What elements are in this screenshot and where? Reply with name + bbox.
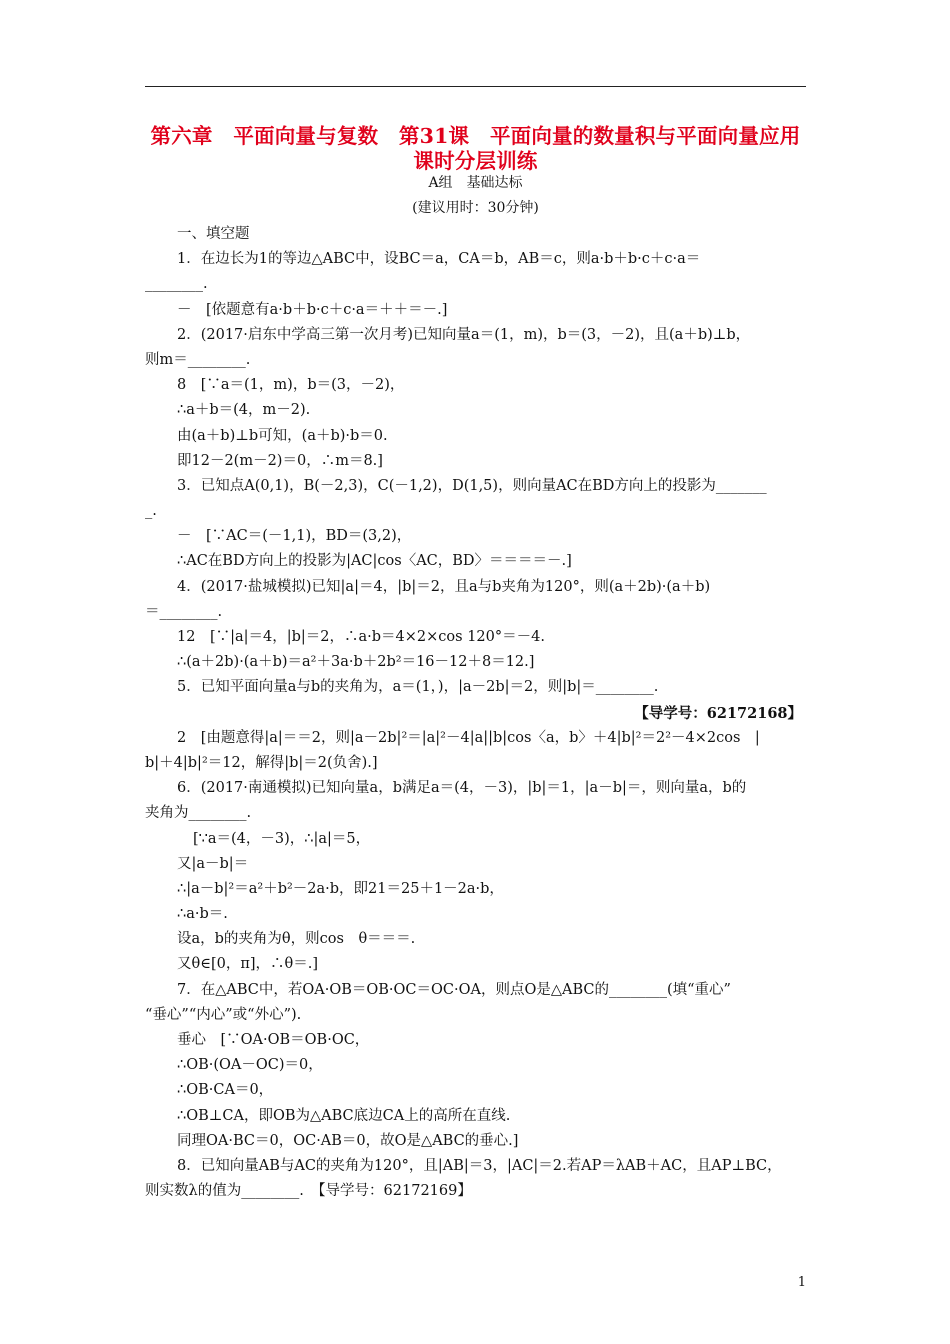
text-line: ∴OB⊥CA，即OB为△ABC底边CA上的高所在直线. xyxy=(177,1107,511,1124)
text-line: － [依题意有a·b＋b·c＋c·a＝＋＋＝－.] xyxy=(177,301,448,318)
text-line: 7．在△ABC中，若OA·OB＝OB·OC＝OC·OA，则点O是△ABC的________(填“重心” xyxy=(177,981,731,998)
text-line: ________. xyxy=(145,276,208,293)
text-line: 又θ∈[0，π]，∴θ＝.] xyxy=(177,956,319,973)
header-rule xyxy=(145,86,806,87)
text-line: 1．在边长为1的等边△ABC中，设BC＝a，CA＝b，AB＝c，则a·b＋b·c＋c·a＝ xyxy=(177,251,701,268)
text-line: ∴a·b＝. xyxy=(177,906,228,923)
text-line: “垂心”“内心”或“外心”). xyxy=(145,1006,302,1023)
suggested-time: (建议用时：30分钟) xyxy=(412,200,539,216)
text-line: 同理OA·BC＝0，OC·AB＝0，故O是△ABC的垂心.] xyxy=(177,1132,519,1149)
text-line: 2．(2017·启东中学高三第一次月考)已知向量a＝(1，m)，b＝(3，－2)，且(a＋b)⊥b， xyxy=(177,326,751,343)
text-line: 2 [由题意得|a|＝＝2，则|a－2b|²＝|a|²－4|a||b|cos〈a，b〉＋4|b|²＝2²－4×2cos | xyxy=(177,729,760,746)
text-line: ∴OB·CA＝0， xyxy=(177,1082,274,1099)
text-line: 【导学号：62172168】 xyxy=(634,704,802,722)
text-line: 12 [∵|a|＝4，|b|＝2，∴a·b＝4×2×cos 120°＝－4. xyxy=(177,629,545,645)
text-line: 则m＝________. xyxy=(145,351,251,368)
text-line: b|＋4|b|²＝12，解得|b|＝2(负舍).] xyxy=(145,754,378,771)
page-title: 第六章 平面向量与复数 第31课 平面向量的数量积与平面向量应用课时分层训练 xyxy=(150,124,801,173)
exercise-body xyxy=(145,222,806,1204)
group-label: A组 基础达标 xyxy=(428,175,523,191)
text-line: ∴(a＋2b)·(a＋b)＝a²＋3a·b＋2b²＝16－12＋8＝12.] xyxy=(177,654,535,671)
text-line: ∴a＋b＝(4，m－2). xyxy=(177,402,311,419)
text-line: － [∵AC＝(－1,1)，BD＝(3,2)， xyxy=(177,528,412,545)
text-line: 又|a－b|＝ xyxy=(177,855,249,872)
text-line: 5．已知平面向量a与b的夹角为，a＝(1，)，|a－2b|＝2，则|b|＝________. xyxy=(177,679,659,696)
text-line: 一、填空题 xyxy=(177,226,250,242)
text-line: [∵a＝(4，－3)，∴|a|＝5， xyxy=(193,830,371,847)
text-line: 8．已知向量AB与AC的夹角为120°，且|AB|＝3，|AC|＝2.若AP＝λAB＋AC，且AP⊥BC， xyxy=(177,1157,782,1174)
text-line: ＝________. xyxy=(145,603,223,620)
page-number: 1 xyxy=(797,1275,806,1290)
text-line: 即12－2(m－2)＝0，∴m＝8.] xyxy=(177,452,383,469)
text-line: ∴OB·(OA－OC)＝0， xyxy=(177,1057,323,1074)
text-line: 设a，b的夹角为θ，则cos θ＝＝＝. xyxy=(177,931,416,948)
text-line: 3．已知点A(0,1)，B(－2,3)，C(－1,2)，D(1,5)，则向量AC在BD方向上的投影为_______ xyxy=(177,477,767,494)
text-line: 8 [∵a＝(1，m)，b＝(3，－2)， xyxy=(177,377,405,394)
text-line: 由(a＋b)⊥b可知，(a＋b)·b＝0. xyxy=(177,427,388,444)
text-line: 6．(2017·南通模拟)已知向量a，b满足a＝(4，－3)，|b|＝1，|a－b|＝，则向量a，b的 xyxy=(177,780,747,797)
text-line: _. xyxy=(145,503,157,520)
text-line: ∴AC在BD方向上的投影为|AC|cos〈AC，BD〉＝＝＝＝－.] xyxy=(177,553,572,570)
text-line: 垂心 [∵OA·OB＝OB·OC， xyxy=(177,1032,370,1048)
text-line: 夹角为________. xyxy=(145,805,252,822)
text-line: ∴|a－b|²＝a²＋b²－2a·b，即21＝25＋1－2a·b， xyxy=(177,880,504,897)
text-line: 4．(2017·盐城模拟)已知|a|＝4，|b|＝2，且a与b夹角为120°，则(a＋2b)·(a＋b) xyxy=(177,578,711,595)
text-line: 则实数λ的值为________. 【导学号：62172169】 xyxy=(145,1183,472,1200)
